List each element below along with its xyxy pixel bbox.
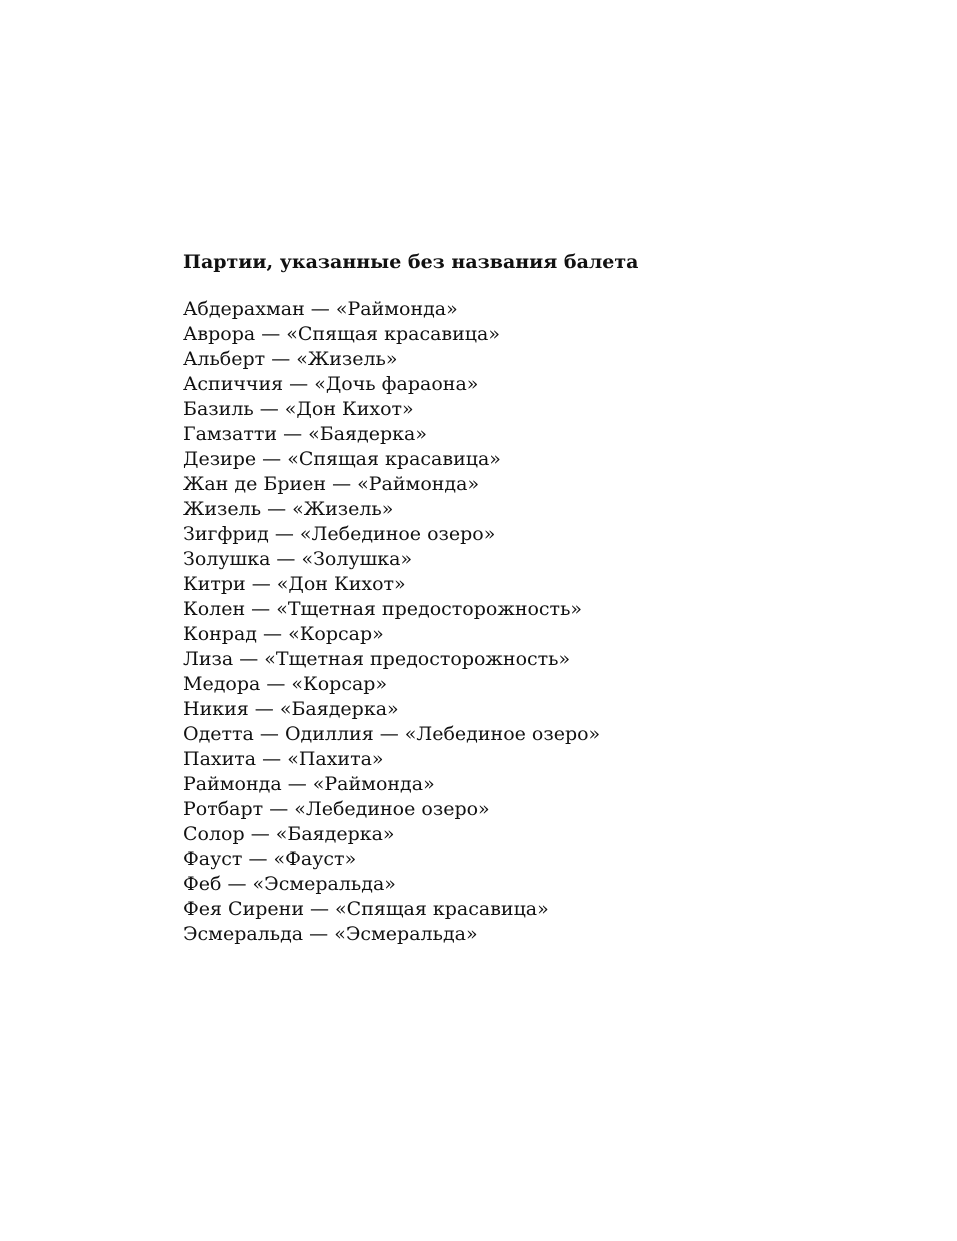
role-entry: Фауст — «Фауст» [183, 848, 357, 870]
role-entry: Абдерахман — «Раймонда» [183, 298, 458, 320]
role-entry: Аспиччия — «Дочь фараона» [183, 373, 479, 395]
section-heading: Партии, указанные без названия балета [183, 251, 639, 273]
role-entry: Жан де Бриен — «Раймонда» [183, 473, 480, 495]
role-entry: Жизель — «Жизель» [183, 498, 394, 520]
role-entry: Фея Сирени — «Спящая красавица» [183, 898, 549, 920]
role-entry: Альберт — «Жизель» [183, 348, 398, 370]
role-entry: Медора — «Корсар» [183, 673, 388, 695]
role-entry: Никия — «Баядерка» [183, 698, 399, 720]
role-entry: Дезире — «Спящая красавица» [183, 448, 501, 470]
roles-list [183, 297, 600, 947]
role-entry: Конрад — «Корсар» [183, 623, 384, 645]
role-entry: Золушка — «Золушка» [183, 548, 413, 570]
role-entry: Зигфрид — «Лебединое озеро» [183, 523, 496, 545]
role-entry: Раймонда — «Раймонда» [183, 773, 435, 795]
role-entry: Китри — «Дон Кихот» [183, 573, 406, 595]
role-entry: Ротбарт — «Лебединое озеро» [183, 798, 490, 820]
role-entry: Колен — «Тщетная предосторожность» [183, 598, 583, 620]
role-entry: Гамзатти — «Баядерка» [183, 423, 427, 445]
role-entry: Феб — «Эсмеральда» [183, 873, 396, 895]
role-entry: Базиль — «Дон Кихот» [183, 398, 414, 420]
role-entry: Аврора — «Спящая красавица» [183, 323, 500, 345]
role-entry: Одетта — Одиллия — «Лебединое озеро» [183, 723, 601, 745]
role-entry: Лиза — «Тщетная предосторожность» [183, 648, 571, 670]
role-entry: Пахита — «Пахита» [183, 748, 384, 770]
role-entry: Эсмеральда — «Эсмеральда» [183, 923, 478, 945]
role-entry: Солор — «Баядерка» [183, 823, 395, 845]
